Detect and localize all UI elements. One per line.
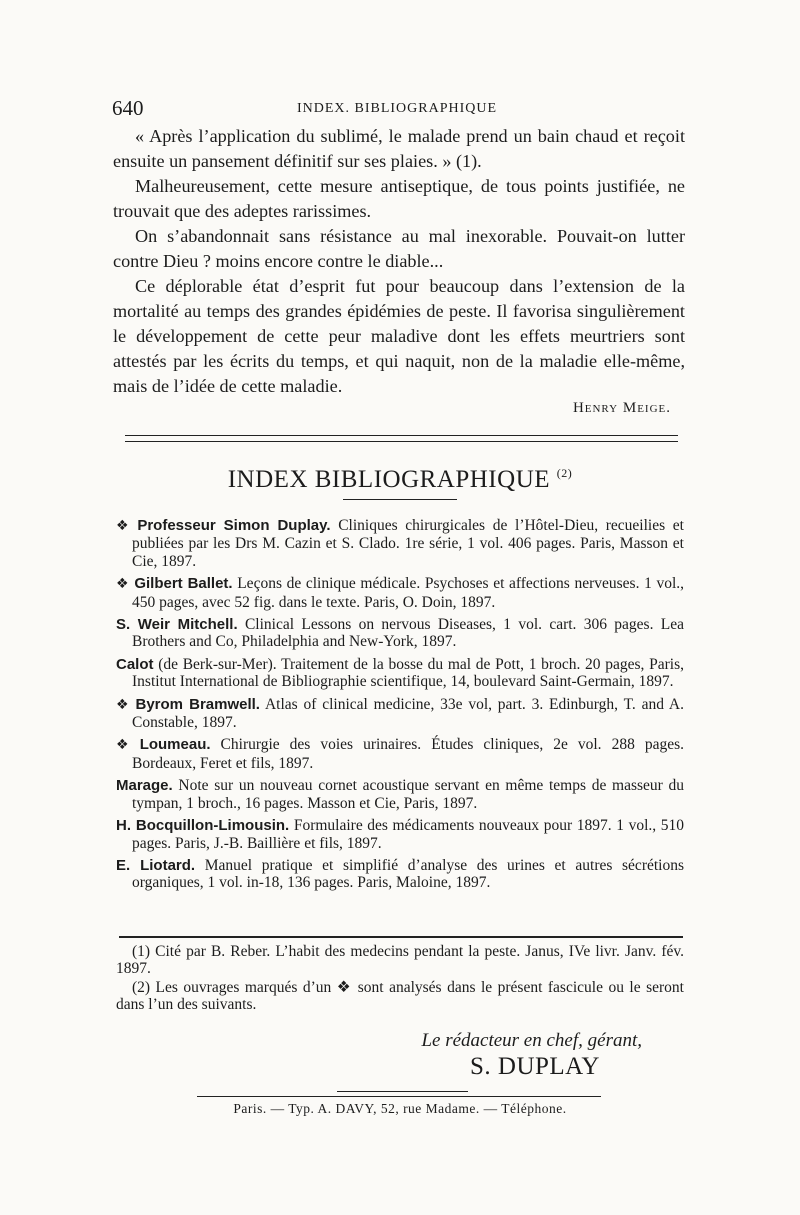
entry-text: Cliniques chirurgicales de l’Hôtel-Dieu, recueilies et publiées par les Drs M. Cazin et S. Clado. 1re série, 1 vol. 406 pages. Paris, Masson et Cie, 1897. [132, 517, 684, 570]
entry-text: Clinical Lessons on nervous Diseases, 1 vol. cart. 306 pages. Lea Brothers and Co, Philadelphia and New-York, 1897. [132, 616, 685, 651]
analyzed-marker-icon: ❖ [116, 696, 131, 713]
paragraph: Ce déplorable état d’esprit fut pour beaucoup dans l’extension de la mortalité au temps des grandes épidémies de peste. Il favorisa singulièrement le développement de cette peur maladive dont les effets meurtriers sont attestés par les écrits du temps, et qui naquit, non de la maladie elle-même, mais de l’idée de cette maladie. [113, 276, 685, 396]
editor-name: S. DUPLAY [469, 1053, 600, 1080]
section-title-note: (2) [556, 466, 573, 480]
page-header [112, 96, 682, 122]
printer-imprint: Paris. — Typ. A. DAVY, 52, rue Madame. — Téléphone. [233, 1101, 567, 1116]
paragraph: Malheureusement, cette mesure antiseptique, de tous points justifiée, ne trouvait que des adeptes rarissimes. [113, 176, 685, 221]
printer-rule-short [337, 1091, 468, 1092]
section-title [0, 466, 800, 494]
entry-text: Chirurgie des voies urinaires. Études cliniques, 2e vol. 288 pages. Bordeaux, Feret et fils, 1897. [132, 736, 684, 772]
footnote: (2) Les ouvrages marqués d’un ❖ sont analysés dans le présent fascicule ou le seront dans l’un des suivants. [116, 978, 684, 1014]
entry-text: Formulaire des médicaments nouveaux pour 1897. 1 vol., 510 pages. Paris, J.-B. Baillière et fils, 1897. [132, 817, 685, 852]
analyzed-marker-icon: ❖ [116, 576, 130, 593]
bibliography-entry [116, 696, 684, 732]
analyzed-marker-icon: ❖ [116, 737, 135, 754]
bibliography-list [116, 517, 684, 897]
section-title-text: INDEX BIBLIOGRAPHIQUE [227, 466, 551, 493]
entry-author: Gilbert Ballet. [134, 575, 233, 593]
bibliography-entry [116, 517, 684, 570]
entry-author: S. Weir Mitchell. [116, 616, 238, 634]
bibliography-entry [116, 817, 684, 852]
entry-author: Byrom Bramwell. [135, 695, 260, 713]
bibliography-entry [116, 656, 684, 691]
footnote-divider [119, 936, 683, 938]
printer-rule-long [197, 1096, 601, 1097]
footnote: (1) Cité par B. Reber. L’habit des medecins pendant la peste. Janus, IVe livr. Janv. fév. 1897. [116, 943, 684, 978]
entry-text: Manuel pratique et simplifié d’analyse des urines et autres sécrétions organiques, 1 vol. in-18, 136 pages. Paris, Maloine, 1897. [132, 856, 685, 892]
analyzed-marker-icon: ❖ [116, 518, 133, 534]
bibliography-entry [116, 857, 684, 892]
entry-text: Atlas of clinical medicine, 33e vol, part. 3. Edinburgh, T. and A. Constable, 1897. [132, 695, 685, 732]
entry-author: H. Bocquillon-Limousin. [116, 817, 290, 835]
page-number: 640 [112, 96, 144, 120]
entry-author: Loumeau. [139, 736, 211, 754]
bibliography-entry [116, 777, 684, 812]
entry-author: Marage. [116, 777, 173, 795]
entry-author: Calot [116, 655, 154, 673]
footnotes [116, 943, 684, 1015]
bibliography-entry [116, 616, 684, 651]
author-signature: Henry Meige. [572, 400, 671, 416]
entry-text: Leçons de clinique médicale. Psychoses et affections nerveuses. 1 vol., 450 pages, avec 52 fig. dans le texte. Paris, O. Doin, 1897. [132, 575, 684, 611]
article-body [113, 124, 685, 417]
running-head: INDEX. BIBLIOGRAPHIQUE [296, 101, 498, 116]
title-underline-rule [343, 499, 457, 500]
entry-text: Note sur un nouveau cornet acoustique servant en même temps de masseur du tympan, 1 broch., 16 pages. Masson et Cie, Paris, 1897. [132, 777, 684, 812]
bibliography-entry [116, 736, 684, 772]
bibliography-entry [116, 575, 684, 611]
editor-role: Le rédacteur en chef, gérant, [421, 1030, 642, 1051]
entry-author: E. Liotard. [116, 856, 196, 874]
paragraph: « Après l’application du sublimé, le malade prend un bain chaud et reçoit ensuite un pansement définitif sur ses plaies. » (1). [113, 126, 685, 171]
paragraph: On s’abandonnait sans résistance au mal inexorable. Pouvait-on lutter contre Dieu ? moins encore contre le diable... [113, 226, 685, 271]
entry-text: (de Berk-sur-Mer). Traitement de la bosse du mal de Pott, 1 broch. 20 pages, Paris, Institut International de Bibliographie scientifique, 14, boulevard Saint-Germain, 1897. [132, 655, 685, 691]
entry-author: Professeur Simon Duplay. [137, 517, 331, 534]
double-rule-divider [125, 435, 678, 442]
